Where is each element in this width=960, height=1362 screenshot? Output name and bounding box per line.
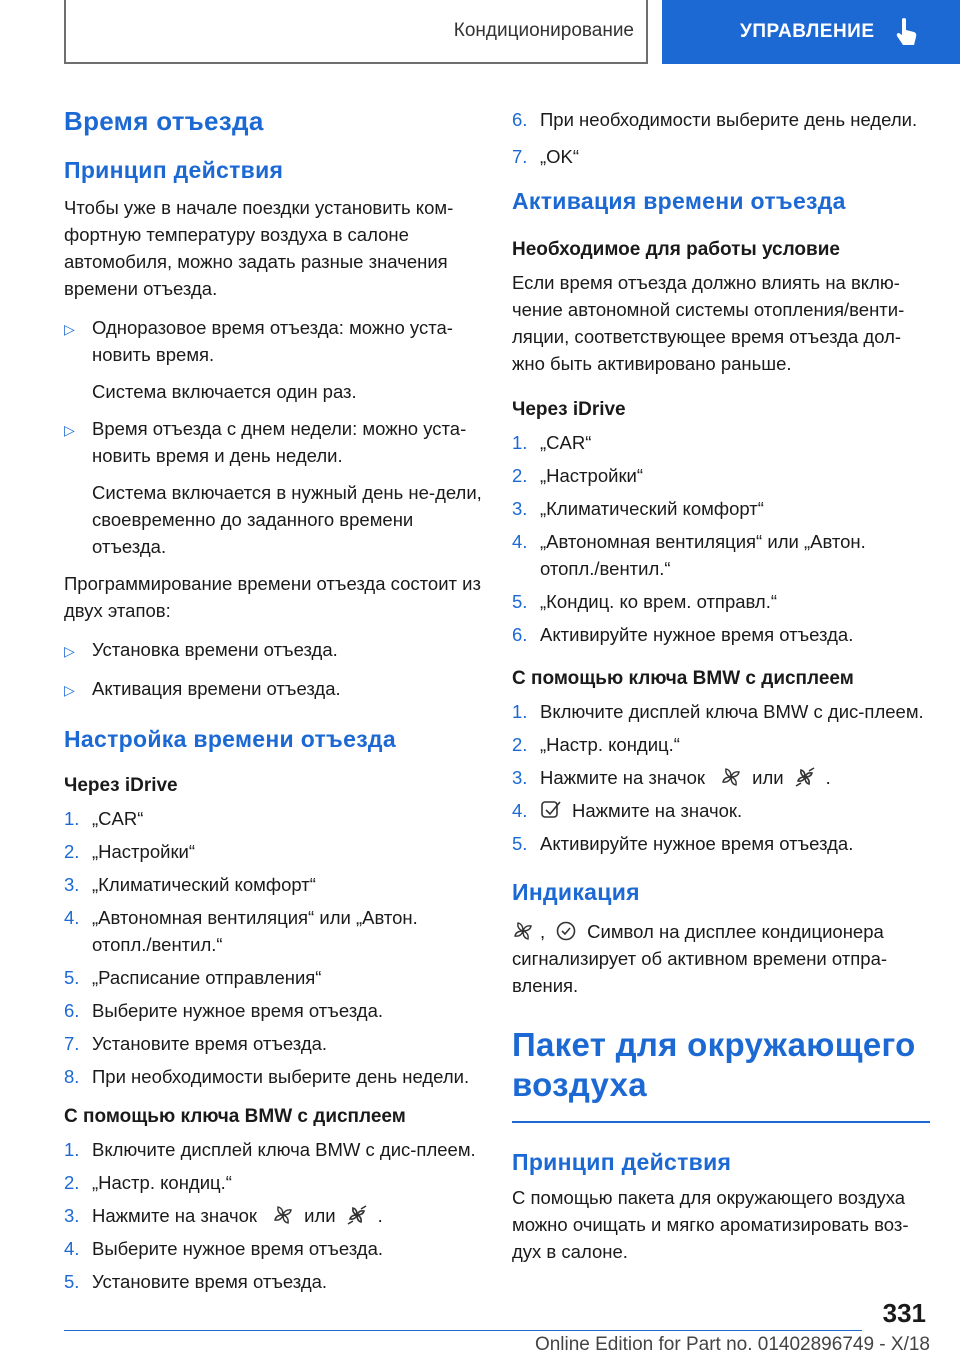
heading-via-idrive: Через iDrive: [512, 399, 626, 420]
list-item: 5. Активируйте нужное время отъезда.: [512, 833, 854, 854]
list-item: 4. Выберите нужное время отъезда.: [64, 1238, 383, 1259]
list-item: 5. „Расписание отправления“: [64, 967, 322, 988]
ventilation-icon: [794, 766, 816, 788]
list-item: 3. „Климатический комфорт“: [64, 874, 316, 895]
list-item: 6. При необходимости выберите день недели.: [512, 109, 918, 130]
left-column: [64, 96, 482, 1311]
paragraph-indication: , Символ на дисплее кондиционера сигнализирует об активном времени отпра-вления.: [512, 921, 888, 996]
list-item: 3. „Климатический комфорт“: [512, 498, 764, 519]
list-item: 6. Выберите нужное время отъезда.: [64, 1000, 383, 1021]
idrive-steps: [512, 429, 930, 648]
triangle-bullet-icon: ▷: [64, 682, 75, 698]
bullet-item: [64, 636, 482, 665]
paragraph-stages: Программирование времени отъезда состоит из двух этапов:: [64, 573, 481, 621]
list-item: 3. Нажмите на значок или .: [64, 1205, 383, 1226]
bullet-subtext: Система включается один раз.: [92, 381, 357, 402]
footer-divider: [64, 1330, 862, 1331]
list-item: 2. „Настройки“: [64, 841, 196, 862]
list-item: 5. Установите время отъезда.: [64, 1271, 328, 1292]
list-item: 1. „CAR“: [512, 432, 592, 453]
heading-principle: Принцип действия: [64, 157, 284, 183]
heading-departure-time: Время отъезда: [64, 106, 264, 136]
bullet-text: Активация времени отъезда.: [92, 678, 341, 699]
clock-check-icon: [555, 920, 577, 942]
ventilation-icon: [346, 1204, 368, 1226]
paragraph-requirement: Если время отъезда должно влиять на вклю-чение автономной системы отопления/венти-ляции, соответствующее время отъезда дол-жно быть активировано раньше.: [512, 272, 905, 374]
bullet-text: Время отъезда с днем недели: можно уста-новить время и день недели.: [92, 418, 467, 466]
heading-requirement: Необходимое для работы условие: [512, 239, 840, 260]
list-item: 1. „CAR“: [64, 808, 144, 829]
bullet-item: [64, 314, 482, 405]
heading-via-idrive: Через iDrive: [64, 775, 178, 796]
heading-via-key: С помощью ключа BMW с дисплеем: [512, 668, 854, 689]
triangle-bullet-icon: ▷: [64, 422, 75, 438]
list-item: 5. „Кондиц. ко врем. отправл.“: [512, 591, 778, 612]
paragraph-intro: Чтобы уже в начале поездки установить ком-фортную температуру воздуха в салоне автомобиля, можно задать разные значения времени отъезда.: [64, 197, 454, 299]
chapter-tab[interactable]: [662, 0, 960, 64]
triangle-bullet-icon: ▷: [64, 643, 75, 659]
heading-ambient-air-package: Пакет для окружающего воздуха: [512, 1026, 916, 1103]
list-item: 4. Нажмите на значок.: [512, 800, 743, 821]
key-steps: [512, 698, 930, 857]
section-title: Кондиционирование: [453, 20, 634, 41]
list-item: 3. Нажмите на значок или .: [512, 767, 831, 788]
list-item: 2. „Настр. кондиц.“: [64, 1172, 232, 1193]
bullet-subtext: Система включается в нужный день не-дели, своевременно до заданного времени отъезда.: [92, 482, 482, 557]
continued-steps: [512, 106, 930, 170]
list-item: 6. Активируйте нужное время отъезда.: [512, 624, 854, 645]
list-item: 1. Включите дисплей ключа BMW с дис-плеем.: [64, 1139, 476, 1160]
bullet-item: [64, 415, 482, 560]
bullet-item: [64, 675, 482, 704]
page-number: 331: [882, 1298, 926, 1328]
list-item: 4. „Автономная вентиляция“ или „Автон. отопл./вентил.“: [64, 907, 418, 955]
bullet-text: Одноразовое время отъезда: можно уста-новить время.: [92, 317, 453, 365]
list-item: 1. Включите дисплей ключа BMW с дис-плеем.: [512, 701, 924, 722]
heading-principle: Принцип действия: [512, 1149, 732, 1175]
idrive-steps: [64, 805, 482, 1090]
key-steps: [64, 1136, 482, 1295]
heading-activation: Активация времени отъезда: [512, 188, 846, 214]
hand-pointer-icon: [893, 17, 919, 47]
title-divider: [512, 1121, 930, 1123]
right-column: [512, 96, 930, 1277]
list-item: 7. „OK“: [512, 146, 580, 167]
list-item: 8. При необходимости выберите день недели.: [64, 1066, 470, 1087]
bullet-text: Установка времени отъезда.: [92, 639, 338, 660]
triangle-bullet-icon: ▷: [64, 321, 75, 337]
chapter-tab-label: УПРАВЛЕНИЕ: [740, 21, 875, 42]
fan-icon: [272, 1204, 294, 1226]
fan-icon: [512, 920, 534, 942]
list-item: 4. „Автономная вентиляция“ или „Автон. отопл./вентил.“: [512, 531, 866, 579]
list-item: 2. „Настр. кондиц.“: [512, 734, 680, 755]
heading-via-key: С помощью ключа BMW с дисплеем: [64, 1106, 406, 1127]
list-item: 7. Установите время отъезда.: [64, 1033, 328, 1054]
heading-indication: Индикация: [512, 879, 640, 905]
checkbox-icon: [540, 799, 562, 821]
list-item: 2. „Настройки“: [512, 465, 644, 486]
section-header: [64, 0, 648, 64]
heading-setup: Настройка времени отъезда: [64, 726, 396, 752]
paragraph-package: С помощью пакета для окружающего воздуха можно очищать и мягко ароматизировать воз-дух в салоне.: [512, 1187, 909, 1262]
fan-icon: [720, 766, 742, 788]
edition-note: Online Edition for Part no. 01402896749 - X/18: [534, 1334, 930, 1355]
